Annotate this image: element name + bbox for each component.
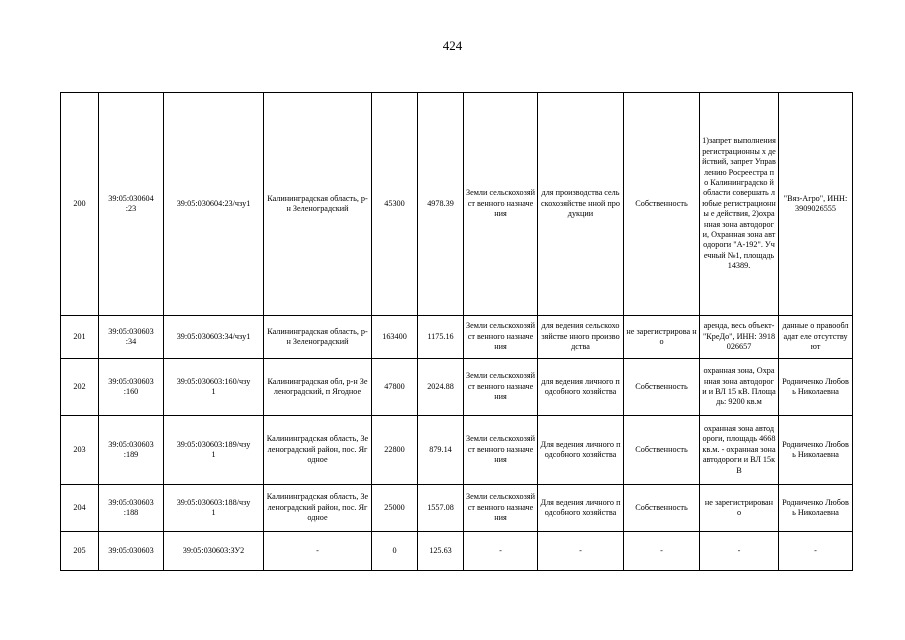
area-cell: 22800: [372, 416, 418, 485]
permitted-use-cell: -: [538, 532, 624, 571]
part-area-cell: 2024.88: [418, 359, 464, 416]
right-type-cell: не зарегистрирова но: [624, 316, 700, 359]
land-category-cell: Земли сельскохозяйст венного назначения: [464, 93, 538, 316]
right-holder-cell: Родниченко Любовь Николаевна: [779, 359, 853, 416]
part-area-cell: 125.63: [418, 532, 464, 571]
table-row: [61, 532, 853, 571]
address-cell: Калининградская область, р-н Зеленоградский: [264, 93, 372, 316]
cadastral-number-cell: 39:05:030603 :34: [99, 316, 164, 359]
permitted-use-cell: Для ведения личного подсобного хозяйства: [538, 416, 624, 485]
cadastral-number-cell: 39:05:030603 :160: [99, 359, 164, 416]
area-cell: 0: [372, 532, 418, 571]
restrictions-cell: охранная зона, Охранная зона автодороги и ВЛ 15 кВ. Площадь: 9200 кв.м: [700, 359, 779, 416]
address-cell: -: [264, 532, 372, 571]
cadastral-number-cell: 39:05:030603 :188: [99, 485, 164, 532]
right-holder-cell: данные о правообладат еле отсутствуют: [779, 316, 853, 359]
cadastral-number-cell: 39:05:030603: [99, 532, 164, 571]
row-number-cell: 203: [61, 416, 99, 485]
address-cell: Калининградская область, р-н Зеленоградский: [264, 316, 372, 359]
land-category-cell: Земли сельскохозяйст венного назначения: [464, 485, 538, 532]
table-row: [61, 359, 853, 416]
page-number: 424: [442, 38, 463, 53]
address-cell: Калининградская обл, р-н Зеленоградский, п Ягодное: [264, 359, 372, 416]
table-row: [61, 416, 853, 485]
land-category-cell: Земли сельскохозяйст венного назначения: [464, 416, 538, 485]
restrictions-cell: не зарегистрирован о: [700, 485, 779, 532]
part-number-cell: 39:05:030604:23/чзу1: [164, 93, 264, 316]
part-area-cell: 1175.16: [418, 316, 464, 359]
restrictions-cell: аренда, весь объект-"КреДо", ИНН: 3918026657: [700, 316, 779, 359]
part-number-cell: 39:05:030603:ЗУ2: [164, 532, 264, 571]
part-number-cell: 39:05:030603:189/чзу 1: [164, 416, 264, 485]
right-holder-cell: "Вяз-Агро", ИНН: 3909026555: [779, 93, 853, 316]
land-category-cell: Земли сельскохозяйст венного назначения: [464, 316, 538, 359]
address-cell: Калининградская область, Зеленоградский район, пос. Ягодное: [264, 416, 372, 485]
restrictions-cell: охранная зона автодороги, площадь 4668 кв.м. - охранная зона автодороги и ВЛ 15кВ: [700, 416, 779, 485]
land-category-cell: Земли сельскохозяйст венного назначения: [464, 359, 538, 416]
right-type-cell: Собственность: [624, 93, 700, 316]
table-row: [61, 485, 853, 532]
table-row: [61, 93, 853, 316]
row-number-cell: 205: [61, 532, 99, 571]
table-row: [61, 316, 853, 359]
row-number-cell: 201: [61, 316, 99, 359]
land-plots-table: [60, 92, 853, 571]
right-type-cell: Собственность: [624, 416, 700, 485]
part-area-cell: 4978.39: [418, 93, 464, 316]
permitted-use-cell: для производства сельскохозяйстве нной продукции: [538, 93, 624, 316]
part-area-cell: 879.14: [418, 416, 464, 485]
right-holder-cell: Родниченко Любовь Николаевна: [779, 416, 853, 485]
row-number-cell: 202: [61, 359, 99, 416]
restrictions-cell: 1)запрет выполнения регистрационны х действий, запрет Управлению Росреестра по Калининградско й области совершать любые регистрационны е действия, 2)охранная зона автодороги, Охранная зона автодороги "А-192". Учечный №1, площадь 14389.: [700, 93, 779, 316]
part-area-cell: 1557.08: [418, 485, 464, 532]
right-type-cell: Собственность: [624, 359, 700, 416]
area-cell: 163400: [372, 316, 418, 359]
right-holder-cell: Родниченко Любовь Николаевна: [779, 485, 853, 532]
right-type-cell: -: [624, 532, 700, 571]
area-cell: 45300: [372, 93, 418, 316]
address-cell: Калининградская область, Зеленоградский район, пос. Ягодное: [264, 485, 372, 532]
cadastral-number-cell: 39:05:030603 :189: [99, 416, 164, 485]
part-number-cell: 39:05:030603:160/чзу 1: [164, 359, 264, 416]
part-number-cell: 39:05:030603:188/чзу 1: [164, 485, 264, 532]
permitted-use-cell: для ведения личного подсобного хозяйства: [538, 359, 624, 416]
cadastral-number-cell: 39:05:030604 :23: [99, 93, 164, 316]
row-number-cell: 204: [61, 485, 99, 532]
permitted-use-cell: Для ведения личного подсобного хозяйства: [538, 485, 624, 532]
part-number-cell: 39:05:030603:34/чзу1: [164, 316, 264, 359]
row-number-cell: 200: [61, 93, 99, 316]
restrictions-cell: -: [700, 532, 779, 571]
area-cell: 25000: [372, 485, 418, 532]
area-cell: 47800: [372, 359, 418, 416]
permitted-use-cell: для ведения сельскохозяйстве нного производства: [538, 316, 624, 359]
right-holder-cell: -: [779, 532, 853, 571]
right-type-cell: Собственность: [624, 485, 700, 532]
land-category-cell: -: [464, 532, 538, 571]
